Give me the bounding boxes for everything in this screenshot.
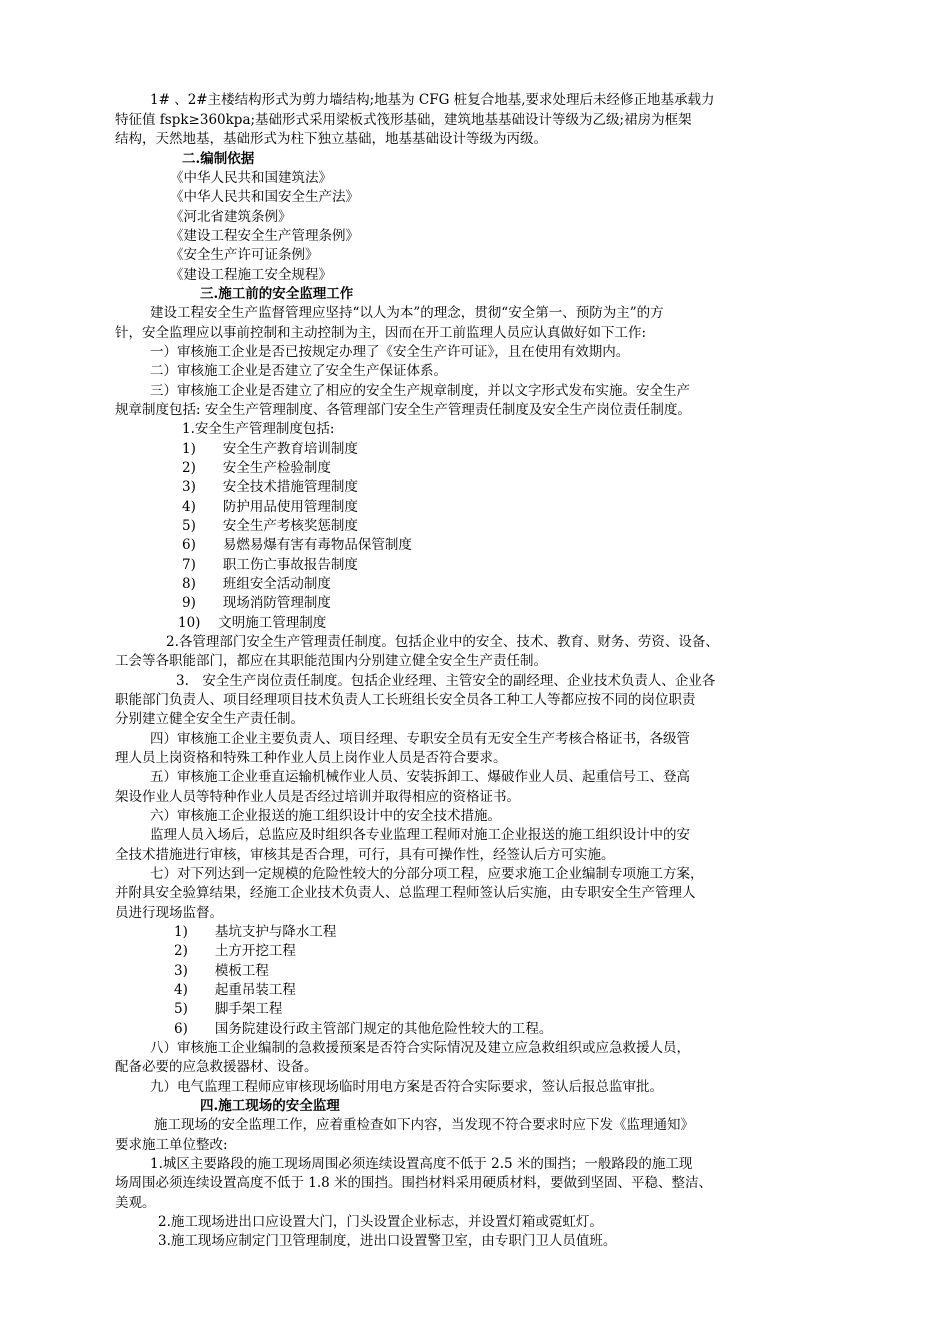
paragraph-line: 规章制度包括: 安全生产管理制度、各管理部门安全生产管理责任制度及安全生产岗位责任制度。 bbox=[115, 402, 691, 418]
section-heading: 三.施工前的安全监理工作 bbox=[200, 286, 354, 302]
paragraph-line: 特征值 fspk≥360kpa;基础形式采用梁板式筏形基础，建筑地基基础设计等级为乙级;裙房为框架 bbox=[115, 112, 692, 128]
paragraph-line: 2.施工现场进出口应设置大门，门头设置企业标志，并设置灯箱或霓虹灯。 bbox=[158, 1214, 603, 1230]
paragraph-line: 员进行现场监督。 bbox=[115, 905, 223, 921]
paragraph-line: 2.各管理部门安全生产管理责任制度。包括企业中的安全、技术、教育、财务、劳资、设备、 bbox=[166, 634, 719, 650]
list-item: 2) 土方开挖工程 bbox=[174, 943, 296, 959]
paragraph-line: 要求施工单位整改: bbox=[115, 1137, 228, 1153]
paragraph-line: 配备必要的应急救援器材、设备。 bbox=[115, 1059, 318, 1075]
paragraph-line: 八）审核施工企业编制的急救援预案是否符合实际情况及建立应急救组织或应急救援人员， bbox=[150, 1040, 690, 1056]
reference-item: 《安全生产许可证条例》 bbox=[170, 247, 319, 263]
paragraph-line: 建设工程安全生产监督管理应坚持“以人为本”的理念，贯彻“安全第一、预防为主”的方 bbox=[150, 305, 664, 321]
paragraph-line: 分别建立健全安全生产责任制。 bbox=[115, 711, 304, 727]
paragraph-line: 理人员上岗资格和特殊工种作业人员上岗作业人员是否符合要求。 bbox=[115, 750, 507, 766]
reference-item: 《中华人民共和国建筑法》 bbox=[170, 170, 332, 186]
list-item: 10) 文明施工管理制度 bbox=[178, 615, 327, 631]
paragraph-line: 1# 、2#主楼结构形式为剪力墙结构;地基为 CFG 桩复合地基,要求处理后未经修正地基承载力 bbox=[150, 92, 715, 108]
list-item: 5) 安全生产考核奖惩制度 bbox=[182, 518, 358, 534]
paragraph-line: 三）审核施工企业是否建立了相应的安全生产规章制度，并以文字形式发布实施。安全生产 bbox=[150, 383, 690, 399]
paragraph-line: 并附具安全验算结果，经施工企业技术负责人、总监理工程师签认后实施，由专职安全生产管理人 bbox=[115, 885, 696, 901]
list-item: 8) 班组安全活动制度 bbox=[182, 576, 331, 592]
list-item: 6) 易燃易爆有害有毒物品保管制度 bbox=[182, 537, 412, 553]
section-heading: 四.施工现场的安全监理 bbox=[200, 1098, 340, 1114]
paragraph-line: 监理人员入场后，总监应及时组织各专业监理工程师对施工企业报送的施工组织设计中的安 bbox=[150, 827, 690, 843]
list-item: 1) 基坑支护与降水工程 bbox=[174, 924, 337, 940]
paragraph-line: 施工现场的安全监理工作，应着重检查如下内容，当发现不符合要求时应下发《监理通知》 bbox=[154, 1117, 694, 1133]
list-item: 3) 安全技术措施管理制度 bbox=[182, 479, 358, 495]
paragraph-line: 3.施工现场应制定门卫管理制度，进出口设置警卫室，由专职门卫人员值班。 bbox=[158, 1233, 617, 1249]
paragraph-line: 1.城区主要路段的施工现场周围必须连续设置高度不低于 2.5 米的围挡；一般路段的施工现 bbox=[150, 1156, 693, 1172]
paragraph-line: 美观。 bbox=[115, 1195, 156, 1211]
paragraph-line: 工会等各职能部门，都应在其职能范围内分别建立健全安全生产责任制。 bbox=[115, 653, 547, 669]
list-item: 4) 防护用品使用管理制度 bbox=[182, 499, 358, 515]
paragraph-line: 六）审核施工企业报送的施工组织设计中的安全技术措施。 bbox=[150, 808, 501, 824]
paragraph-line: 3. 安全生产岗位责任制度。包括企业经理、主管安全的副经理、企业技术负责人、企业各 bbox=[176, 673, 716, 689]
paragraph-line: 四）审核施工企业主要负责人、项目经理、专职安全员有无安全生产考核合格证书，各级管 bbox=[150, 731, 690, 747]
paragraph-line: 五）审核施工企业垂直运输机械作业人员、安装拆卸工、爆破作业人员、起重信号工、登高 bbox=[150, 769, 690, 785]
paragraph-line: 二）审核施工企业是否建立了安全生产保证体系。 bbox=[150, 363, 447, 379]
reference-item: 《河北省建筑条例》 bbox=[170, 209, 292, 225]
list-item: 7) 职工伤亡事故报告制度 bbox=[182, 557, 358, 573]
reference-item: 《中华人民共和国安全生产法》 bbox=[170, 189, 359, 205]
paragraph-line: 全技术措施进行审核，审核其是否合理，可行，具有可操作性，经签认后方可实施。 bbox=[115, 847, 615, 863]
reference-item: 《建设工程安全生产管理条例》 bbox=[170, 228, 359, 244]
list-item: 5) 脚手架工程 bbox=[174, 1001, 283, 1017]
list-item: 6) 国务院建设行政主管部门规定的其他危险性较大的工程。 bbox=[174, 1021, 553, 1037]
list-heading: 1.安全生产管理制度包括: bbox=[182, 421, 335, 437]
list-item: 2) 安全生产检验制度 bbox=[182, 460, 331, 476]
list-item: 1) 安全生产教育培训制度 bbox=[182, 441, 358, 457]
paragraph-line: 九）电气监理工程师应审核现场临时用电方案是否符合实际要求，签认后报总监审批。 bbox=[150, 1079, 663, 1095]
section-heading: 二.编制依据 bbox=[182, 151, 255, 167]
paragraph-line: 架设作业人员等特种作业人员是否经过培训并取得相应的资格证书。 bbox=[115, 789, 520, 805]
paragraph-line: 七）对下列达到一定规模的危险性较大的分部分项工程，应要求施工企业编制专项施工方案， bbox=[150, 866, 704, 882]
list-item: 9) 现场消防管理制度 bbox=[182, 595, 331, 611]
paragraph-line: 针，安全监理应以事前控制和主动控制为主，因而在开工前监理人员应认真做好如下工作: bbox=[115, 325, 647, 341]
list-item: 3) 模板工程 bbox=[174, 963, 269, 979]
paragraph-line: 结构，天然地基，基础形式为柱下独立基础，地基基础设计等级为丙级。 bbox=[115, 131, 547, 147]
paragraph-line: 职能部门负责人、项目经理项目技术负责人工长班组长安全员各工种工人等都应按不同的岗位职责 bbox=[115, 692, 696, 708]
paragraph-line: 一）审核施工企业是否已按规定办理了《安全生产许可证》，且在使用有效期内。 bbox=[150, 344, 630, 360]
list-item: 4) 起重吊装工程 bbox=[174, 982, 296, 998]
paragraph-line: 场周围必须连续设置高度不低于 1.8 米的围挡。围挡材料采用硬质材料，要做到坚固、平稳、整洁、 bbox=[115, 1175, 713, 1191]
reference-item: 《建设工程施工安全规程》 bbox=[170, 267, 332, 283]
